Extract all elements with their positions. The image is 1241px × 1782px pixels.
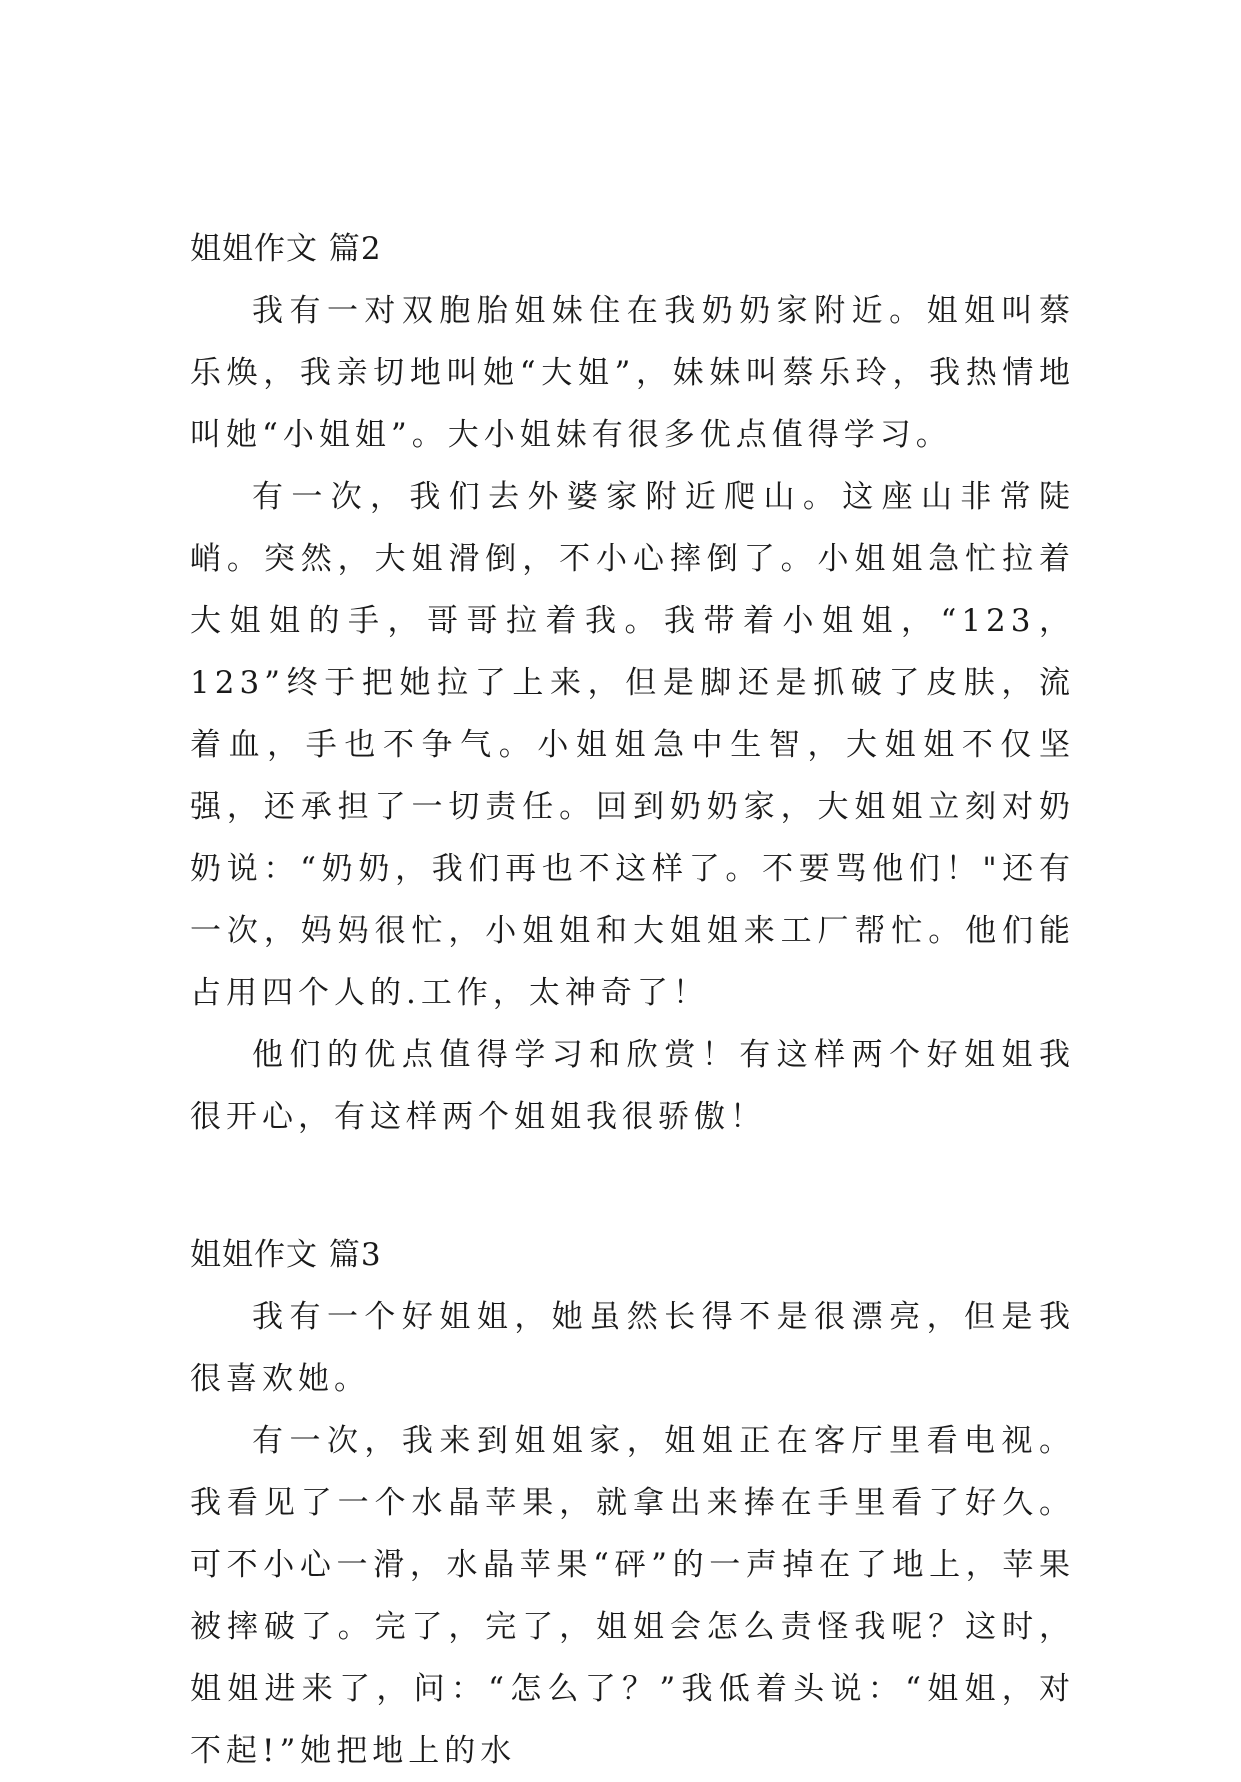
document-body	[190, 218, 1075, 1782]
section-heading: 姐姐作文 篇2	[190, 231, 382, 267]
section-heading: 姐姐作文 篇3	[190, 1237, 382, 1273]
paragraph: 有一次，我们去外婆家附近爬山。这座山非常陡峭。突然，大姐滑倒，不小心摔倒了。小姐姐急忙拉着大姐姐的手，哥哥拉着我。我带着小姐姐，“123，123”终于把她拉了上来，但是脚还是抓破了皮肤，流着血，手也不争气。小姐姐急中生智，大姐姐不仅坚强，还承担了一切责任。回到奶奶家，大姐姐立刻对奶奶说：“奶奶，我们再也不这样了。不要骂他们！"还有一次，妈妈很忙，小姐姐和大姐姐来工厂帮忙。他们能占用四个人的.工作，太神奇了！	[190, 479, 1075, 1011]
paragraph: 我有一对双胞胎姐妹住在我奶奶家附近。姐姐叫蔡乐焕，我亲切地叫她“大姐”，妹妹叫蔡乐玲，我热情地叫她“小姐姐”。大小姐妹有很多优点值得学习。	[190, 293, 1075, 453]
paragraph: 他们的优点值得学习和欣赏！有这样两个好姐姐我很开心，有这样两个姐姐我很骄傲！	[190, 1037, 1075, 1135]
essay-section-3	[190, 1224, 1075, 1782]
essay-section-2	[190, 218, 1075, 1148]
paragraph: 我有一个好姐姐，她虽然长得不是很漂亮，但是我很喜欢她。	[190, 1299, 1075, 1397]
paragraph: 有一次，我来到姐姐家，姐姐正在客厅里看电视。我看见了一个水晶苹果，就拿出来捧在手里看了好久。可不小心一滑，水晶苹果“砰”的一声掉在了地上，苹果被摔破了。完了，完了，姐姐会怎么责怪我呢？这时，姐姐进来了，问：“怎么了？”我低着头说：“姐姐，对不起!”她把地上的水	[190, 1423, 1075, 1769]
